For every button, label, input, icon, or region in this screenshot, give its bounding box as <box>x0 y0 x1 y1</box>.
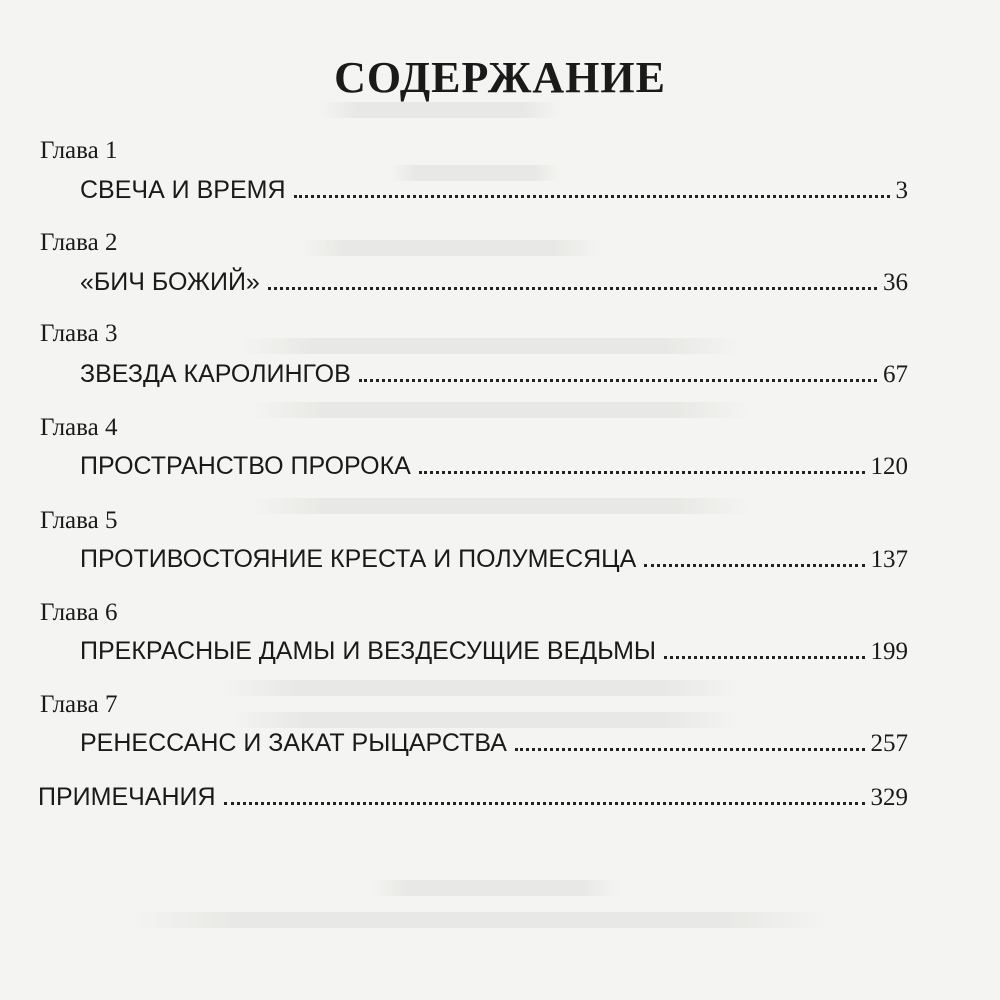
toc-entry[interactable] <box>80 637 908 666</box>
chapter-label: Глава 5 <box>40 507 118 534</box>
page-number: 137 <box>870 546 908 573</box>
toc-entry[interactable] <box>80 268 908 297</box>
chapter-title: ЗВЕЗДА КАРОЛИНГОВ <box>80 360 351 388</box>
toc-entry[interactable] <box>80 360 908 389</box>
bleed-through-line <box>300 240 600 256</box>
page-number: 36 <box>883 269 908 296</box>
chapter-label: Глава 2 <box>40 229 118 256</box>
page-number: 3 <box>895 177 908 204</box>
notes-title: ПРИМЕЧАНИЯ <box>38 783 216 811</box>
bleed-through-line <box>250 402 750 418</box>
page-number: 120 <box>870 453 908 480</box>
chapter-title: ПРОСТРАНСТВО ПРОРОКА <box>80 452 411 480</box>
chapter-title: РЕНЕССАНС И ЗАКАТ РЫЦАРСТВА <box>80 729 507 757</box>
page-number: 329 <box>870 784 908 811</box>
chapter-label: Глава 7 <box>40 691 118 718</box>
chapter-title: СВЕЧА И ВРЕМЯ <box>80 176 286 204</box>
toc-entry-notes[interactable] <box>38 783 908 812</box>
bleed-through-line <box>130 912 830 928</box>
bleed-through-line <box>230 712 740 728</box>
bleed-through-line <box>240 338 740 354</box>
chapter-label: Глава 3 <box>40 320 118 347</box>
bleed-through-line <box>250 498 750 514</box>
toc-entry[interactable] <box>80 452 908 481</box>
dot-leader <box>419 471 865 474</box>
bleed-through-line <box>370 880 620 896</box>
dot-leader <box>664 656 864 659</box>
dot-leader <box>224 802 865 805</box>
chapter-label: Глава 4 <box>40 414 118 441</box>
bleed-through-line <box>220 680 740 696</box>
dot-leader <box>515 748 865 751</box>
chapter-title: ПРОТИВОСТОЯНИЕ КРЕСТА И ПОЛУМЕСЯЦА <box>80 545 637 573</box>
chapter-label: Глава 1 <box>40 137 118 164</box>
dot-leader <box>268 287 877 290</box>
toc-entry[interactable] <box>80 729 908 758</box>
page-number: 199 <box>870 638 908 665</box>
page-number: 67 <box>883 361 908 388</box>
toc-heading: СОДЕРЖАНИЕ <box>334 53 666 102</box>
dot-leader <box>644 564 864 567</box>
chapter-title: «БИЧ БОЖИЙ» <box>80 268 260 296</box>
dot-leader <box>294 195 890 198</box>
bleed-through-line <box>320 102 560 118</box>
chapter-title: ПРЕКРАСНЫЕ ДАМЫ И ВЕЗДЕСУЩИЕ ВЕДЬМЫ <box>80 637 657 665</box>
toc-entry[interactable] <box>80 545 908 574</box>
dot-leader <box>359 379 877 382</box>
page-number: 257 <box>870 730 908 757</box>
toc-entry[interactable] <box>80 176 908 205</box>
chapter-label: Глава 6 <box>40 599 118 626</box>
